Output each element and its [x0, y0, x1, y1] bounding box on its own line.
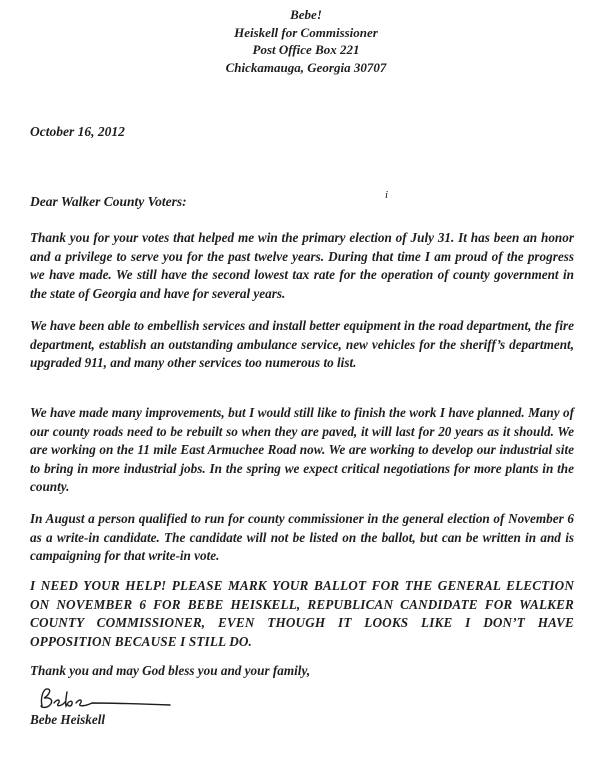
signer-name: Bebe Heiskell — [30, 712, 106, 727]
stray-mark: i — [385, 189, 389, 201]
paragraph-thank-you: Thank you for your votes that helped me win the primary election of July 31. It has been an honor and a privilege to serve you for the past twelve years. During that time I am proud of the progress we have made. We still have the second lowest tax rate for the operation of county government in the state of Georgia and have for several years. — [30, 230, 574, 301]
paragraph-services: We have been able to embellish services and install better equipment in the road department, the fire department, establish an outstanding ambulance service, new vehicles for the sheriff’s department, upgraded 911, and many other services too numerous to list. — [30, 318, 574, 371]
salutation: Dear Walker County Voters: — [30, 194, 187, 209]
paragraph-improvements: We have made many improvements, but I would still like to finish the work I have planned. Many of our county roads need to be rebuilt so when they are paved, it will last for 20 years as it should. We are working on the 11 mile East Armuchee Road now. We are working to develop our industrial site to bring in more industrial jobs. In the spring we expect critical negotiations for more plants in the county. — [30, 405, 574, 495]
signature-stroke — [41, 689, 170, 707]
letterhead-address-line1: Post Office Box 221 — [252, 42, 360, 57]
paragraph-appeal: I NEED YOUR HELP! PLEASE MARK YOUR BALLOT FOR THE GENERAL ELECTION ON NOVEMBER 6 FOR BEBE HEISKELL, REPUBLICAN CANDIDATE FOR WALKER COUNTY COMMISSIONER, EVEN THOUGH IT LOOKS LIKE I DON’T HAVE OPPOSITION BECAUSE I STILL DO. — [30, 578, 574, 649]
letterhead-name: Bebe! — [290, 7, 322, 22]
letter-date: October 16, 2012 — [30, 124, 125, 139]
letterhead-campaign: Heiskell for Commissioner — [234, 24, 378, 40]
closing-line: Thank you and may God bless you and your family, — [30, 663, 311, 678]
paragraph-write-in: In August a person qualified to run for county commissioner in the general election of November 6 as a write-in candidate. The candidate will not be listed on the ballot, but can be written in and is campaigning for that write-in vote. — [30, 511, 574, 564]
letterhead — [0, 6, 600, 76]
letterhead-address-line2: Chickamauga, Georgia 30707 — [225, 59, 387, 75]
signature — [34, 684, 174, 714]
